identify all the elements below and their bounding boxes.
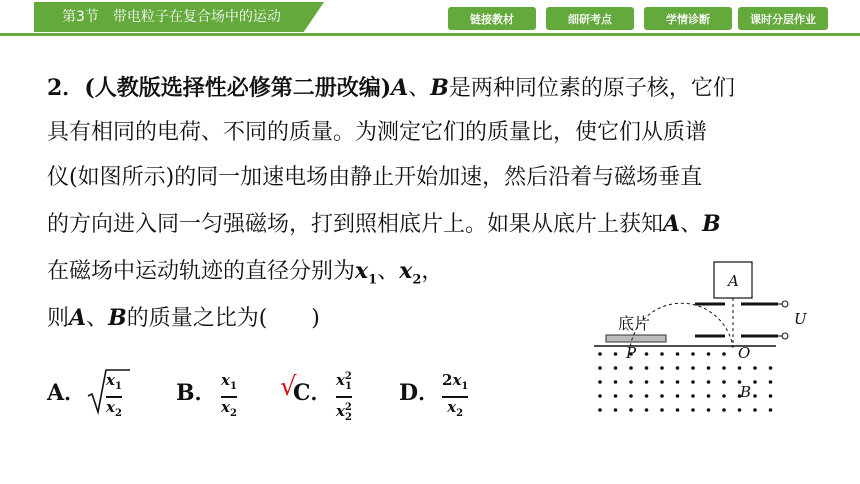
option-c-label[interactable]: C． xyxy=(293,380,333,406)
terminal-upper xyxy=(782,301,788,307)
field-dot xyxy=(614,408,618,412)
field-dot xyxy=(738,408,742,412)
field-dot xyxy=(660,352,664,356)
field-dot xyxy=(598,380,602,384)
denominator: $x_2^2$ xyxy=(336,401,352,423)
field-dot xyxy=(753,408,757,412)
denominator: $x_2$ xyxy=(221,397,237,419)
field-dot xyxy=(676,366,680,370)
denominator: $x_2$ xyxy=(106,397,122,419)
option-d-label[interactable]: D． xyxy=(399,380,441,406)
field-dot xyxy=(598,352,602,356)
source-label: A xyxy=(728,272,739,290)
separator: 、 xyxy=(680,212,703,237)
nav-button-textbook[interactable]: 链接教材 xyxy=(448,7,536,30)
field-dot xyxy=(645,352,649,356)
field-dot xyxy=(645,380,649,384)
numerator: $2x_1$ xyxy=(442,371,469,392)
field-dot xyxy=(629,408,633,412)
field-dot xyxy=(769,394,773,398)
question-text: 在磁场中运动轨迹的直径分别为 xyxy=(47,259,356,284)
question-line-6 xyxy=(47,303,320,334)
option-a-label[interactable]: A． xyxy=(47,380,87,406)
separator: 、 xyxy=(377,259,400,284)
question-text: 的方向进入同一匀强磁场，打到照相底片上。如果从底片上获知 xyxy=(47,212,664,237)
nav-button-homework[interactable]: 课时分层作业 xyxy=(738,7,828,30)
question-source: (人教版选择性必修第二册改编) xyxy=(84,75,392,101)
field-dot xyxy=(722,366,726,370)
field-dot xyxy=(598,394,602,398)
question-text: 是两种同位素的原子核，它们 xyxy=(448,76,735,101)
numerator: $x_1$ xyxy=(221,371,237,392)
var-b: B xyxy=(430,75,449,101)
question-line-1 xyxy=(47,73,735,104)
var-a: A xyxy=(663,211,681,237)
field-dot xyxy=(598,366,602,370)
field-dot xyxy=(691,408,695,412)
terminal-lower xyxy=(782,333,788,339)
field-dot xyxy=(614,380,618,384)
field-dot xyxy=(707,352,711,356)
field-dot xyxy=(614,394,618,398)
nav-button-key-points[interactable]: 细研考点 xyxy=(546,7,634,30)
photographic-film xyxy=(606,335,666,342)
field-dot xyxy=(707,380,711,384)
voltage-label: U xyxy=(794,310,807,328)
field-dot xyxy=(769,380,773,384)
field-dot xyxy=(614,366,618,370)
field-dot xyxy=(629,394,633,398)
question-line-4 xyxy=(47,209,721,240)
separator: 、 xyxy=(86,306,109,331)
separator: 、 xyxy=(408,76,431,101)
question-text: 的质量之比为( ) xyxy=(126,306,320,331)
question-line-3: 仪(如图所示)的同一加速电场由静止开始加速，然后沿着与磁场垂直 xyxy=(47,165,703,190)
field-dot xyxy=(629,366,633,370)
denominator: $x_2$ xyxy=(447,397,464,419)
nav-button-diagnosis[interactable]: 学情诊断 xyxy=(644,7,732,30)
numerator: $x_1$ xyxy=(106,371,122,392)
field-dot xyxy=(645,366,649,370)
film-label: 底片 xyxy=(618,314,651,333)
separator: ， xyxy=(421,259,444,284)
field-dot xyxy=(660,366,664,370)
option-b-label[interactable]: B． xyxy=(176,380,217,406)
numerator: $x_1^2$ xyxy=(336,371,352,392)
field-dot xyxy=(691,366,695,370)
var-x: x xyxy=(399,258,413,284)
question-line-5 xyxy=(47,256,443,295)
answer-check-icon: √ xyxy=(280,372,297,402)
field-dot xyxy=(660,408,664,412)
field-dot xyxy=(722,352,726,356)
field-dot xyxy=(660,380,664,384)
mass-spectrometer-diagram xyxy=(590,258,820,418)
option-c-fraction xyxy=(336,368,352,426)
field-dot xyxy=(598,408,602,412)
var-b: B xyxy=(108,305,127,331)
field-dot xyxy=(676,394,680,398)
var-b: B xyxy=(702,211,721,237)
field-dot xyxy=(691,394,695,398)
field-b-label: B xyxy=(740,383,752,401)
option-a-fraction xyxy=(106,372,122,422)
var-x: x xyxy=(355,258,369,284)
field-dot xyxy=(629,380,633,384)
field-dot xyxy=(660,394,664,398)
field-dot xyxy=(676,380,680,384)
var-a: A xyxy=(69,305,87,331)
section-number: 第3节 xyxy=(62,9,99,25)
field-dot xyxy=(753,366,757,370)
field-dot xyxy=(676,352,680,356)
lesson-title xyxy=(62,6,281,26)
section-title: 带电粒子在复合场中的运动 xyxy=(112,9,281,25)
field-dot xyxy=(691,352,695,356)
field-dot xyxy=(753,380,757,384)
field-dot xyxy=(769,408,773,412)
option-b-fraction xyxy=(221,372,237,422)
point-o-label: O xyxy=(738,344,751,362)
field-dot xyxy=(707,394,711,398)
field-dot xyxy=(645,408,649,412)
field-dot xyxy=(707,408,711,412)
field-dot xyxy=(614,352,618,356)
field-dot xyxy=(753,394,757,398)
subscript: 1 xyxy=(368,272,378,288)
field-dot xyxy=(722,394,726,398)
subscript: 2 xyxy=(412,272,422,288)
question-number: 2． xyxy=(47,75,85,101)
question-line-2: 具有相同的电荷、不同的质量。为测定它们的质量比，使它们从质谱 xyxy=(47,120,708,145)
field-dot xyxy=(769,366,773,370)
field-dot xyxy=(722,380,726,384)
field-dot xyxy=(676,408,680,412)
header-divider xyxy=(0,33,860,36)
field-dot xyxy=(722,408,726,412)
option-d-fraction xyxy=(442,372,468,422)
point-p-label: P xyxy=(626,344,637,362)
top-header xyxy=(0,0,860,38)
field-dot xyxy=(738,366,742,370)
field-dot xyxy=(691,380,695,384)
question-text: 则 xyxy=(47,306,70,331)
field-dot xyxy=(645,394,649,398)
var-a: A xyxy=(391,75,409,101)
field-dot xyxy=(707,366,711,370)
